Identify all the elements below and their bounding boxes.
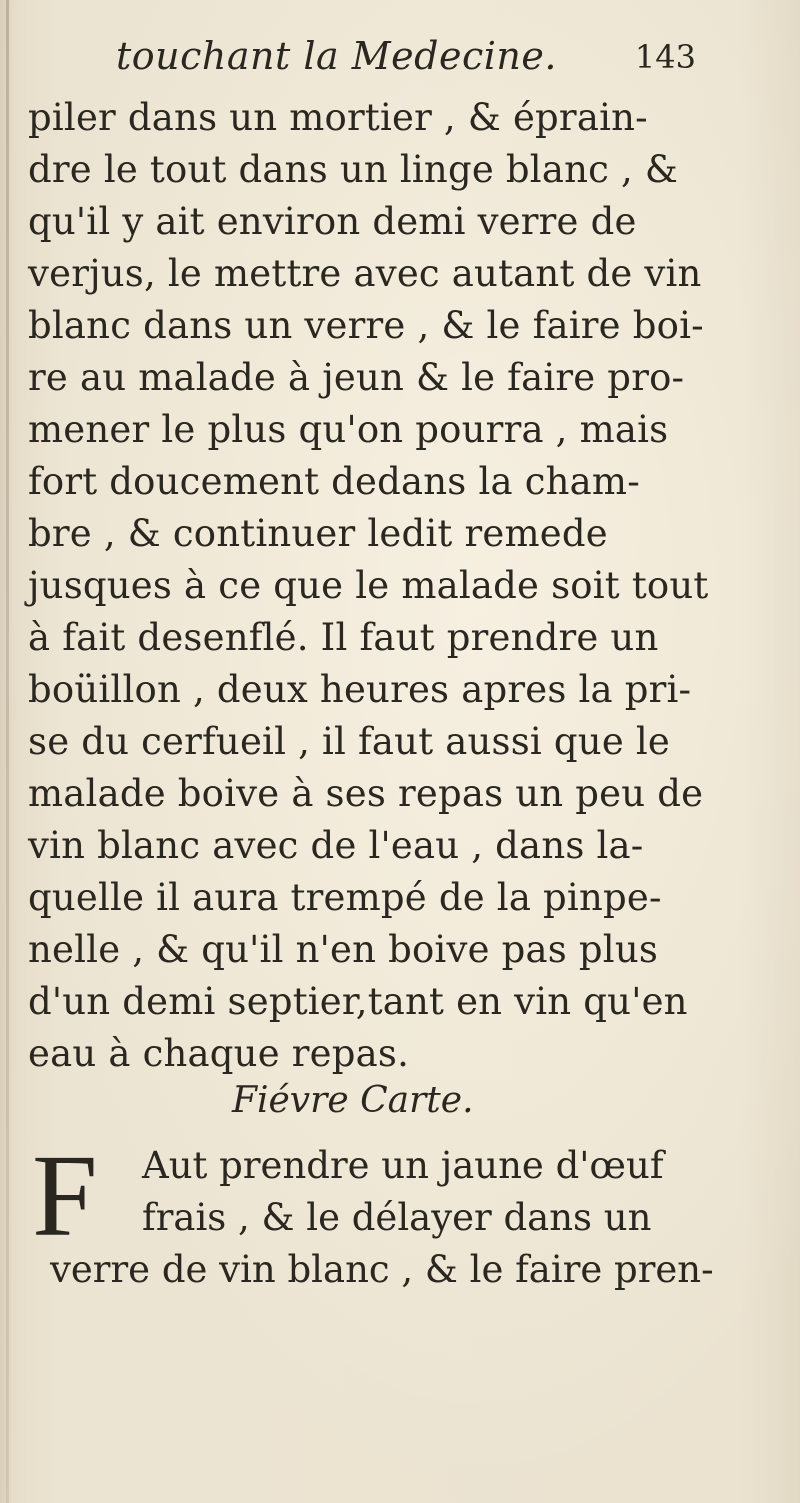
text-line: verre de vin blanc , & le faire pren- [50,1248,714,1291]
text-line: nelle , & qu'il n'en boive pas plus [28,928,659,971]
drop-cap: F [32,1130,98,1261]
text-line: qu'il y ait environ demi verre de [28,200,637,243]
text-line: verjus, le mettre avec autant de vin [28,252,702,295]
text-line: à fait desenflé. Il faut prendre un [28,616,659,659]
text-line: boüillon , deux heures apres la pri- [28,668,692,711]
text-line: d'un demi septier,tant en vin qu'en [28,980,688,1023]
page-gutter-shadow [6,0,9,1503]
text-line: piler dans un mortier , & éprain- [28,96,648,139]
text-line: fort doucement dedans la cham- [28,460,640,503]
section-paragraph [28,1130,748,1310]
text-line: mener le plus qu'on pourra , mais [28,408,669,451]
text-line: bre , & continuer ledit remede [28,512,608,555]
text-line: frais , & le délayer dans un [142,1196,652,1239]
page-number: 143 [634,38,696,76]
text-line: Aut prendre un jaune d'œuf [142,1144,664,1187]
section-heading: Fiévre Carte. [232,1080,474,1121]
text-line: malade boive à ses repas un peu de [28,772,704,815]
text-line: re au malade à jeun & le faire pro- [28,356,685,399]
text-line: eau à chaque repas. [28,1032,410,1075]
text-line: blanc dans un verre , & le faire boi- [28,304,704,347]
text-line: jusques à ce que le malade soit tout [28,564,709,607]
body-paragraph [28,92,738,1080]
text-line: quelle il aura trempé de la pinpe- [28,876,662,919]
running-head: touchant la Medecine. [116,34,557,78]
text-line: se du cerfueil , il faut aussi que le [28,720,671,763]
page-header [116,34,696,82]
text-line: dre le tout dans un linge blanc , & [28,148,679,191]
text-line: vin blanc avec de l'eau , dans la- [28,824,644,867]
